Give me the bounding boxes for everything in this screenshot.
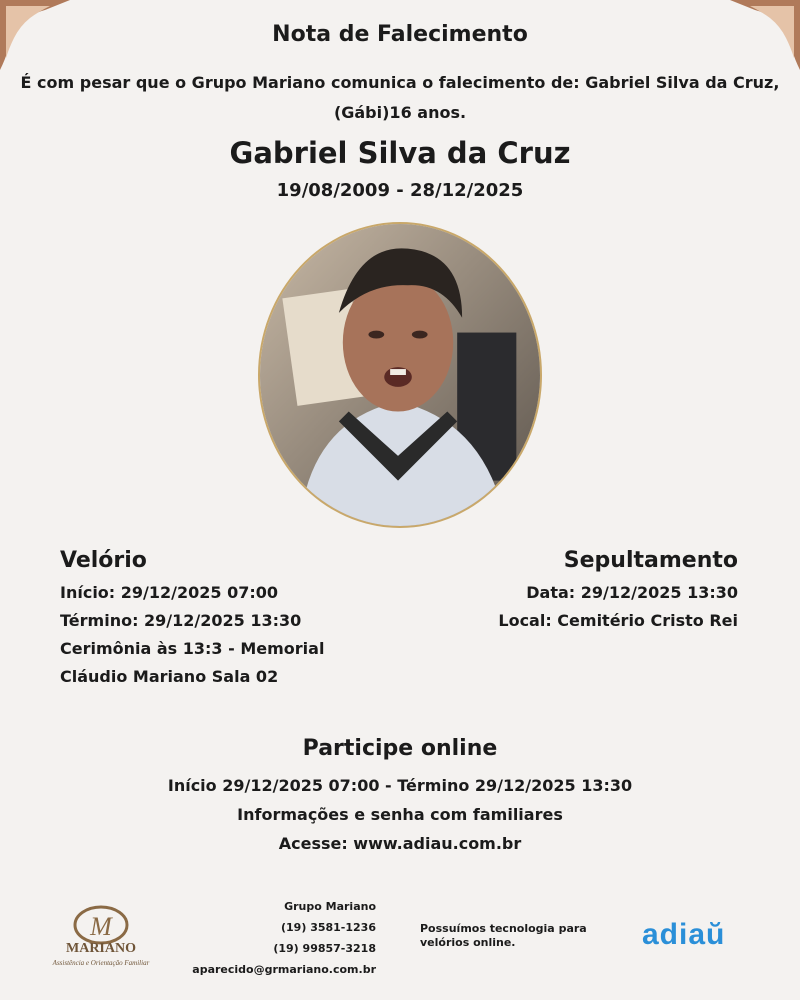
velorio-section [60, 548, 380, 691]
portrait-photo [258, 222, 542, 528]
online-heading: Participe online [302, 736, 498, 761]
online-link[interactable]: Acesse: www.adiau.com.br [278, 834, 522, 853]
phone-2: (19) 99857-3218 [273, 942, 376, 955]
velorio-inicio: Início: 29/12/2025 07:00 [60, 583, 279, 602]
online-info: Informações e senha com familiares [237, 805, 563, 824]
velorio-termino: Término: 29/12/2025 13:30 [60, 611, 302, 630]
deceased-name: Gabriel Silva da Cruz [229, 136, 571, 170]
mariano-logo [46, 905, 156, 970]
svg-text:Assistência e Orientação Famil: Assistência e Orientação Familiar [52, 959, 150, 967]
sepultamento-heading: Sepultamento [563, 548, 738, 573]
sepultamento-data: Data: 29/12/2025 13:30 [526, 583, 738, 602]
tech-note: Possuímos tecnologia para velórios online. [420, 922, 587, 949]
velorio-heading: Velório [60, 548, 147, 573]
velorio-cerimonia: Cerimônia às 13:3 - Memorial Cláudio Mariano Sala 02 [60, 639, 325, 686]
phone-1: (19) 3581-1236 [281, 921, 376, 934]
sepultamento-local: Local: Cemitério Cristo Rei [498, 611, 738, 630]
svg-text:MARIANO: MARIANO [66, 941, 136, 956]
contact-info [170, 896, 376, 980]
page-title: Nota de Falecimento [272, 22, 528, 47]
adiau-logo: adiaŭ [642, 918, 726, 951]
online-periodo: Início 29/12/2025 07:00 - Término 29/12/2025 13:30 [167, 776, 633, 795]
life-dates: 19/08/2009 - 28/12/2025 [276, 180, 524, 201]
intro-text: É com pesar que o Grupo Mariano comunica o falecimento de: Gabriel Silva da Cruz, (Gábi)16 anos. [20, 73, 780, 122]
company-name: Grupo Mariano [284, 900, 376, 913]
svg-text:M: M [90, 912, 112, 941]
sepultamento-section [418, 548, 738, 635]
email-link[interactable]: aparecido@grmariano.com.br [192, 963, 376, 976]
